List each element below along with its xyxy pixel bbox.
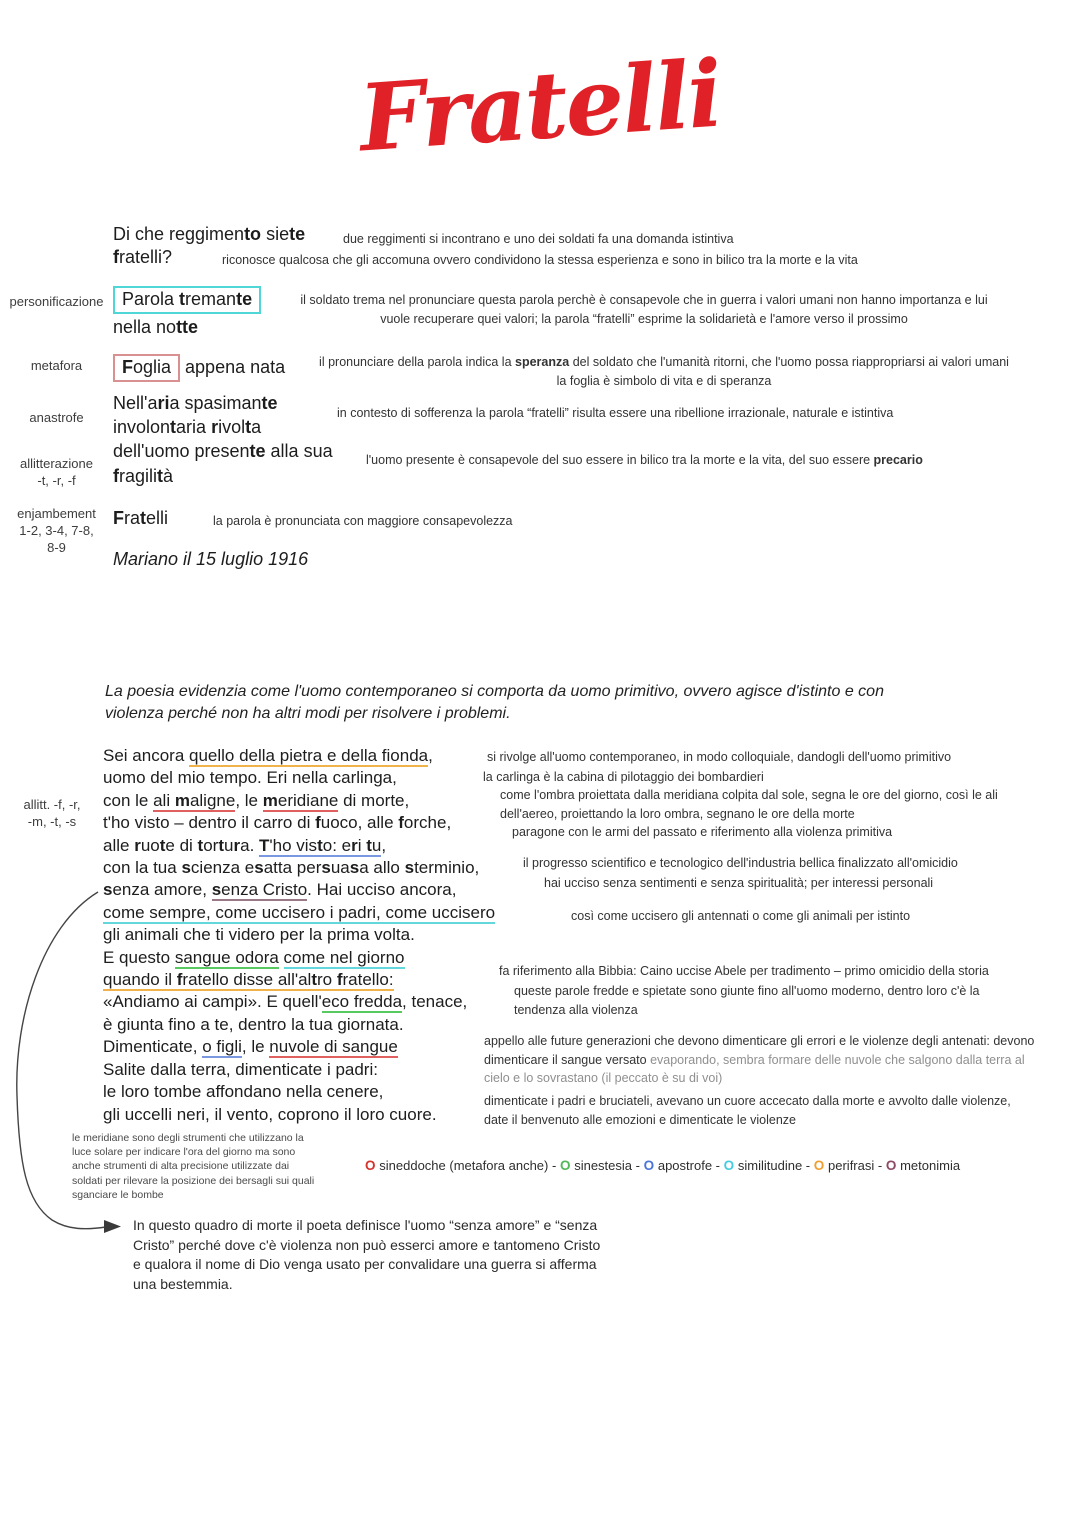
legend-item — [724, 1158, 803, 1173]
annotation-note: la carlinga è la cabina di pilotaggio dei bombardieri — [483, 770, 764, 784]
poem2-line: con la tua scienza esatta persuasa allo sterminio, — [103, 858, 480, 878]
annotation-note: il soldato trema nel pronunciare questa parola perchè è consapevole che in guerra i valori umani non hanno importanza e lui vuole recuperare quei valori; la parola “fratelli” esprime la solidarietà e l'amore verso il prossimo — [300, 293, 988, 326]
poem1-line: fratelli? — [113, 247, 173, 267]
margin-label: enjambement 1-2, 3-4, 7-8, 8-9 — [17, 506, 96, 555]
boxed-text: Foglia — [113, 354, 180, 382]
annotation-note: il pronunciare della parola indica la speranza del soldato che l'umanità ritorni, che l'uomo possa riappropriarsi ai valori umani la foglia è simbolo di vita e di speranza — [319, 355, 1009, 388]
legend-marker-icon: O — [365, 1158, 380, 1173]
meridiane-note: le meridiane sono degli strumenti che utilizzano la luce solare per indicare l'ora del giorno ma sono anche strumenti di alta precisione utilizzate dai soldati per rilevare la posizione dei bersagli sui quali sganciare le bombe — [72, 1132, 315, 1201]
poem1-line: nella notte — [113, 317, 199, 337]
annotation-note: dimenticate i padri e bruciateli, avevano un cuore accecato dalla morte e avvolto dalle violenze, date il benvenuto alle emozioni e dimenticate le violenze — [484, 1094, 1011, 1127]
poem1-line: Fratelli — [113, 508, 169, 528]
annotation-note: fa riferimento alla Bibbia: Caino uccise Abele per tradimento – primo omicidio della storia — [499, 964, 989, 978]
legend-label: metonimia — [900, 1158, 961, 1173]
margin-label: personificazione — [9, 294, 104, 309]
poem2-line: Sei ancora quello della pietra e della fionda, — [103, 746, 433, 765]
underlined-text: come sempre, come uccisero i padri, come uccisero — [103, 902, 496, 922]
annotation-note: l'uomo presente è consapevole del suo essere in bilico tra la morte e la vita, del suo essere precario — [366, 453, 923, 467]
underlined-text: quello della pietra e della fionda — [189, 746, 429, 765]
legend-label: sinestesia — [574, 1158, 633, 1173]
annotation-note: come l'ombra proiettata dalla meridiana colpita dal sole, segna le ore del giorno, così le ali dell'aereo, proiettando la loro ombra, segnano le ore della morte — [500, 788, 998, 821]
underlined-text: T'ho visto: eri tu — [259, 835, 382, 855]
poem2-line: Salite dalla terra, dimenticate i padri: — [103, 1059, 378, 1079]
poem2-line: è giunta fino a te, dentro la tua giornata. — [103, 1014, 404, 1034]
poem1-line: Di che reggimento siete — [113, 224, 306, 244]
boxed-text: Parola tremante — [113, 286, 261, 314]
annotation-note: il progresso scientifico e tecnologico dell'industria bellica finalizzato all'omicidio — [523, 856, 958, 870]
poem2-line: senza amore, senza Cristo. Hai ucciso ancora, — [103, 880, 457, 900]
poem2-line: gli uccelli neri, il vento, coprono il loro cuore. — [103, 1104, 437, 1124]
underlined-text: eco fredda — [321, 992, 403, 1012]
legend-marker-icon: O — [723, 1158, 738, 1173]
legend-label: similitudine — [737, 1158, 803, 1173]
margin-label: allitterazione -t, -r, -f — [20, 456, 93, 488]
poem2-block — [103, 745, 495, 1126]
underlined-text: ali maligne — [153, 790, 236, 810]
legend-marker-icon: O — [559, 1158, 575, 1173]
legend-item — [886, 1158, 960, 1173]
underlined-text: quando il fratello disse all'altro fratello: — [103, 970, 394, 990]
legend-label: sineddoche (metafora anche) — [379, 1158, 549, 1173]
legend-separator: - — [874, 1158, 886, 1173]
annotation-note: riconosce qualcosa che gli accomuna ovvero condividono la stessa esperienza e sono in bilico tra la morte e la vita — [222, 253, 858, 267]
annotation-note: appello alle future generazioni che devono dimenticare gli errori e le violenze degli antenati: devono dimenticare il sangue versato evaporando, sembra formare delle nuvole che salgono dalla terra al cielo e lo sovrastano (il peccato è su di voi) — [484, 1034, 1035, 1085]
margin-label: metafora — [30, 358, 83, 373]
annotation-note: così come uccisero gli antennati o come gli animali per istinto — [571, 909, 911, 923]
poem2-line: E questo sangue odora come nel giorno — [103, 947, 405, 967]
poem2-line: t'ho visto – dentro il carro di fuoco, alle forche, — [103, 813, 452, 833]
legend-item — [814, 1158, 875, 1173]
legend-separator: - — [548, 1158, 560, 1173]
annotation-note: la parola è pronunciata con maggiore consapevolezza — [213, 514, 513, 528]
intro-paragraph: La poesia evidenzia come l'uomo contemporaneo si comporta da uomo primitivo, ovvero agisce d'istinto e con violenza perché non ha altri modi per risolvere i problemi. — [105, 683, 884, 722]
legend-label: perifrasi — [828, 1158, 875, 1173]
poem1-line: Foglia appena nata — [113, 354, 285, 382]
conclusion-paragraph: In questo quadro di morte il poeta definisce l'uomo “senza amore” e “senza Cristo” perché dove c'è violenza non può esserci amore e tantomeno Cristo e qualora il nome di Dio venga usato per convalidare una guerra si afferma una bestemmia. — [133, 1217, 601, 1292]
annotation-note: si rivolge all'uomo contemporaneo, in modo colloquiale, dandogli dell'uomo primitivo — [487, 750, 952, 764]
annotation-note: hai ucciso senza sentimenti e senza spiritualità; per interessi personali — [544, 876, 934, 890]
legend-marker-icon: O — [885, 1158, 901, 1173]
legend-item — [560, 1158, 632, 1173]
poem2-line: Dimenticate, o figli, le nuvole di sangue — [103, 1037, 398, 1057]
underlined-text: come nel giorno — [283, 947, 405, 967]
legend-separator: - — [712, 1158, 724, 1173]
poem2-line — [103, 969, 495, 991]
poem1-line: Nell'aria spasimante — [113, 393, 278, 413]
poem1-line: Mariano il 15 luglio 1916 — [113, 549, 309, 569]
poem1-line — [113, 286, 261, 314]
poem1-line: involontaria rivolta — [113, 417, 262, 437]
annotation-note: due reggimenti si incontrano e uno dei soldati fa una domanda istintiva — [343, 232, 734, 246]
legend-label: apostrofe — [657, 1158, 713, 1173]
arrowhead-icon — [104, 1220, 121, 1233]
poem2-line: con le ali maligne, le meridiane di morte, — [103, 790, 410, 810]
margin-label: anastrofe — [29, 410, 84, 425]
underlined-text: sangue odora — [174, 947, 279, 967]
poem2-line — [103, 902, 495, 924]
legend-separator: - — [632, 1158, 644, 1173]
margin-label: allitt. -f, -r, -m, -t, -s — [23, 797, 81, 829]
legend-marker-icon: O — [643, 1158, 658, 1173]
annotation-note: paragone con le armi del passato e riferimento alla violenza primitiva — [512, 825, 893, 839]
poem2-line: gli animali che ti videro per la prima volta. — [103, 925, 415, 945]
underlined-text: senza Cristo — [211, 880, 308, 900]
poem2-line: alle ruote di tortura. T'ho visto: eri tu, — [103, 835, 387, 855]
legend-marker-icon: O — [813, 1158, 829, 1173]
legend-separator: - — [802, 1158, 814, 1173]
poem2-line: uomo del mio tempo. Eri nella carlinga, — [103, 768, 397, 788]
annotation-note: queste parole fredde e spietate sono giunte fino all'uomo moderno, dentro loro c'è la tendenza alla violenza — [514, 984, 980, 1017]
page-title: Fratelli — [355, 39, 725, 173]
poem1-line: fragilità — [113, 466, 174, 486]
underlined-text: nuvole di sangue — [269, 1037, 398, 1057]
legend-item — [365, 1158, 548, 1173]
underlined-text: o figli — [202, 1037, 242, 1057]
underlined-text: meridiane — [262, 790, 339, 810]
figures-legend — [365, 1158, 960, 1173]
annotation-note: in contesto di sofferenza la parola “fratelli” risulta essere una ribellione irrazionale, naturale e istintiva — [337, 406, 894, 420]
poem2-line: le loro tombe affondano nella cenere, — [103, 1082, 384, 1102]
legend-item — [644, 1158, 712, 1173]
poem2-line: «Andiamo ai campi». E quell'eco fredda, tenace, — [103, 992, 468, 1012]
poem1-line: dell'uomo presente alla sua — [113, 441, 333, 461]
